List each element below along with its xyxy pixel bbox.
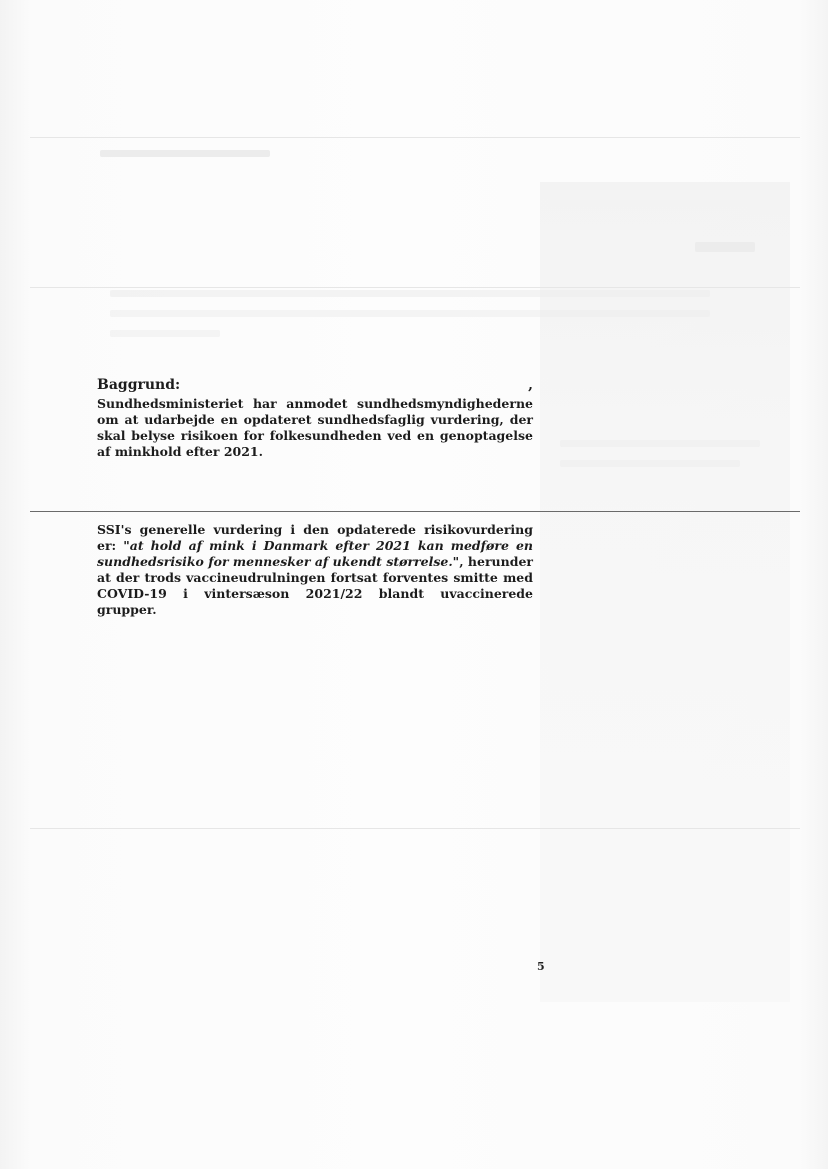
scan-artifact-line xyxy=(30,137,800,138)
scan-artifact-line xyxy=(30,287,800,288)
assessment-lead: SSI's generelle vurdering i den opdaterede risikovurdering er: xyxy=(97,522,533,553)
assessment-paragraph xyxy=(97,522,533,618)
scan-artifact-text xyxy=(100,150,270,157)
page-number: 5 xyxy=(537,960,545,973)
scan-artifact-text xyxy=(110,290,710,297)
assessment-tail: , herunder at der trods vaccineudrulningen fortsat forventes smitte med COVID-19 i vintersæson 2021/22 blandt uvaccinerede grupper. xyxy=(97,554,533,617)
scan-artifact-text xyxy=(110,310,710,317)
background-section xyxy=(97,376,533,460)
scan-artifact-text xyxy=(110,330,220,337)
section-heading-text: Baggrund: xyxy=(97,377,181,393)
scan-artifact-text xyxy=(560,460,740,467)
assessment-quote: "at hold af mink i Danmark efter 2021 kan medføre en sundhedsrisiko for mennesker af ukendt størrelse." xyxy=(97,538,533,569)
horizontal-divider xyxy=(30,511,800,512)
scan-shadow-panel xyxy=(540,182,790,1002)
assessment-section xyxy=(97,522,533,618)
scan-artifact-line xyxy=(30,828,800,829)
heading-trailing-mark: , xyxy=(528,377,533,393)
scan-artifact-text xyxy=(695,242,755,252)
background-paragraph: Sundhedsministeriet har anmodet sundhedsmyndighederne om at udarbejde en opdateret sundhedsfaglig vurdering, der skal belyse risikoen for folkesundheden ved en genoptagelse af minkhold efter 2021. xyxy=(97,396,533,459)
scan-artifact-text xyxy=(560,440,760,447)
section-heading xyxy=(97,376,533,394)
